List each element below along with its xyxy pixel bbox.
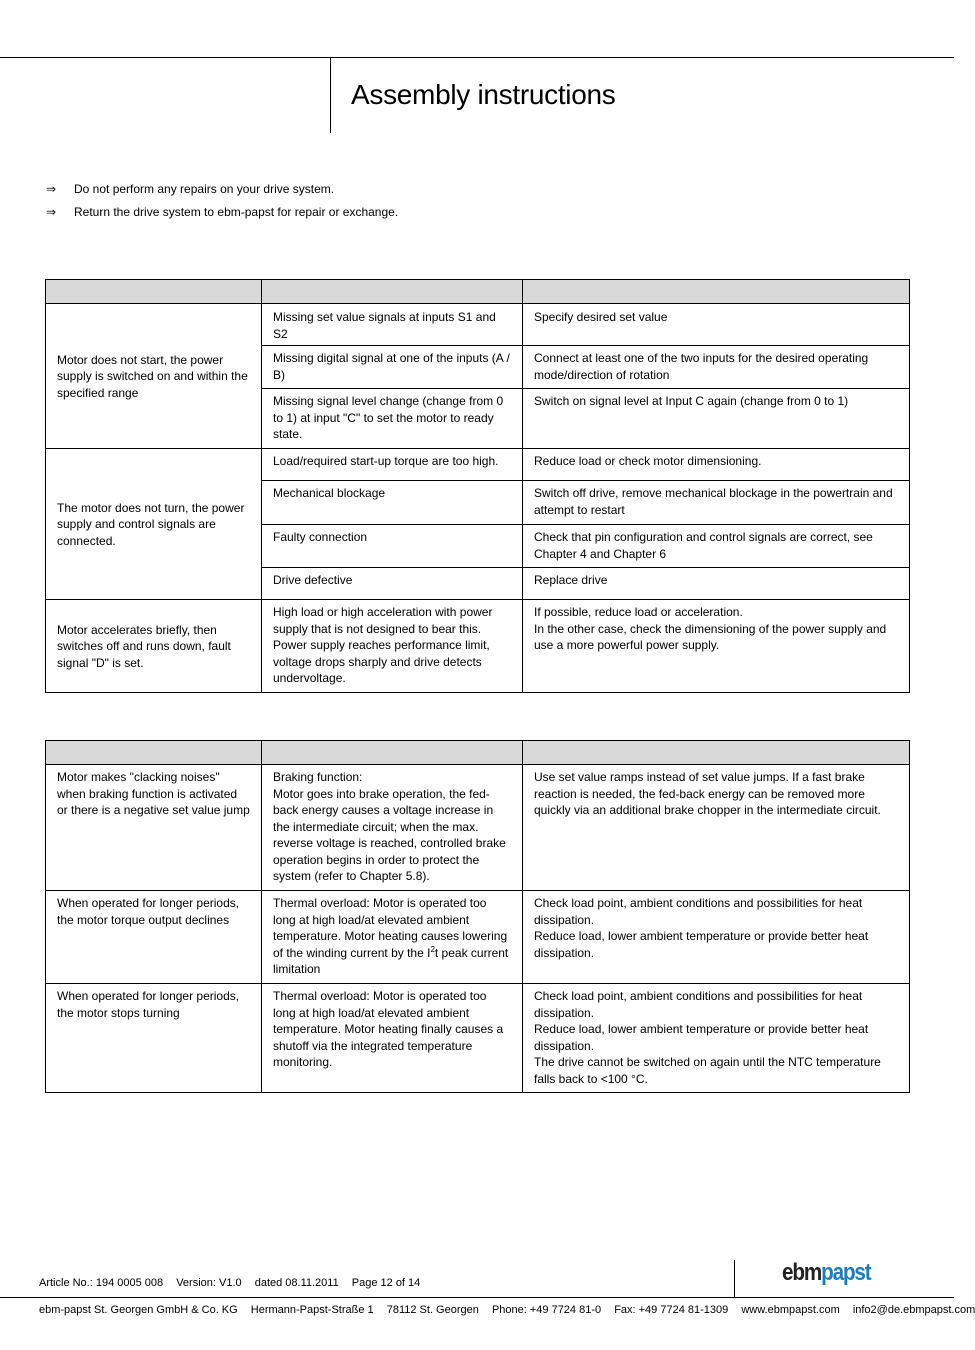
header-cell (46, 741, 262, 765)
article-number: Article No.: 194 0005 008 (39, 1277, 164, 1289)
cause-text: Thermal overload: Motor is operated too long at high load/at elevated ambient temperature. Motor heating causes lowering of the winding current by the I (273, 896, 508, 960)
city: 78112 St. Georgen (386, 1304, 479, 1316)
table-row (46, 304, 910, 346)
cause-cell: Missing digital signal at one of the inputs (A / B) (262, 346, 523, 389)
phone: Phone: +49 7724 81-0 (491, 1304, 602, 1316)
problem-cell: The motor does not turn, the power supply and control signals are connected. (46, 449, 262, 600)
cause-cell: Missing set value signals at inputs S1 and S2 (262, 304, 523, 346)
header-cell (523, 741, 910, 765)
table-row (46, 765, 910, 891)
cause-cell: Thermal overload: Motor is operated too long at high load/at elevated ambient temperature. Motor heating finally causes a shutoff via the integrated temperature monitoring. (262, 984, 523, 1093)
problem-cell: When operated for longer periods, the motor stops turning (46, 984, 262, 1093)
header-cell (523, 280, 910, 304)
version: Version: V1.0 (176, 1277, 242, 1289)
remedy-cell: Switch off drive, remove mechanical blockage in the powertrain and attempt to restart (523, 481, 910, 525)
header-cell (262, 741, 523, 765)
website-link[interactable]: www.ebmpapst.com (741, 1304, 840, 1316)
table-header-row (46, 280, 910, 304)
cause-cell: Mechanical blockage (262, 481, 523, 525)
header-divider (330, 57, 331, 133)
arrow-right-icon: ⇒ (46, 182, 57, 196)
remedy-cell: If possible, reduce load or acceleration. In the other case, check the dimensioning of the power supply and use a more powerful power supply. (523, 600, 910, 693)
page-number: Page 12 of 14 (351, 1277, 421, 1289)
problem-cell: Motor does not start, the power supply is switched on and within the specified range (46, 304, 262, 449)
problem-cell: Motor accelerates briefly, then switches off and runs down, fault signal "D" is set. (46, 600, 262, 693)
remedy-cell: Connect at least one of the two inputs for the desired operating mode/direction of rotation (523, 346, 910, 389)
problem-cell: When operated for longer periods, the motor torque output declines (46, 891, 262, 984)
table-header-row (46, 741, 910, 765)
cause-cell (262, 891, 523, 984)
remedy-cell: Check load point, ambient conditions and possibilities for heat dissipation. Reduce load, lower ambient temperature or provide better heat dissipation. (523, 891, 910, 984)
cause-superscript: 2 (430, 944, 435, 954)
intro-item-text: Do not perform any repairs on your drive system. (74, 182, 335, 196)
footer-rule (0, 1297, 954, 1298)
cause-cell: Load/required start-up torque are too high. (262, 449, 523, 481)
page-title: Assembly instructions (351, 79, 616, 110)
remedy-cell: Reduce load or check motor dimensioning. (523, 449, 910, 481)
cause-cell: High load or high acceleration with power supply that is not designed to bear this. Power supply reaches performance limit, voltage drops sharply and drive detects undervoltage. (262, 600, 523, 693)
cause-cell: Faulty connection (262, 525, 523, 568)
intro-item-text: Return the drive system to ebm-papst for repair or exchange. (74, 204, 399, 219)
header-cell (262, 280, 523, 304)
fault-table-1 (45, 279, 910, 693)
cause-cell: Drive defective (262, 568, 523, 600)
remedy-cell: Replace drive (523, 568, 910, 600)
logo-text-papst: papst (821, 1259, 871, 1286)
remedy-cell: Check load point, ambient conditions and possibilities for heat dissipation. Reduce load, lower ambient temperature or provide better heat dissipation. The drive cannot be switched on again until the NTC temperature falls back to <100 °C. (523, 984, 910, 1093)
fax: Fax: +49 7724 81-1309 (614, 1304, 729, 1316)
street: Hermann-Papst-Straße 1 (250, 1304, 374, 1316)
cause-text: t peak current limitation (273, 945, 509, 976)
remedy-cell: Check that pin configuration and control signals are correct, see Chapter 4 and Chapter 6 (523, 525, 910, 568)
remedy-cell: Switch on signal level at Input C again (change from 0 to 1) (523, 389, 910, 449)
remedy-cell: Specify desired set value (523, 304, 910, 346)
header-cell (46, 280, 262, 304)
arrow-right-icon: ⇒ (46, 204, 57, 219)
header-rule (0, 57, 954, 58)
article-info (39, 1277, 430, 1289)
company-name: ebm-papst St. Georgen GmbH & Co. KG (39, 1304, 238, 1316)
table-row (46, 600, 910, 693)
table-row (46, 984, 910, 1093)
remedy-cell: Use set value ramps instead of set value jumps. If a fast brake reaction is needed, the fed-back energy can be removed more quickly via an additional brake chopper in the intermediate circuit. (523, 765, 910, 891)
logo-text-ebm: ebm (782, 1259, 822, 1286)
table-row (46, 891, 910, 984)
footer-divider (734, 1260, 735, 1297)
ebmpapst-logo (782, 1258, 871, 1288)
cause-cell: Missing signal level change (change from 0 to 1) at input "C" to set the motor to ready state. (262, 389, 523, 449)
date: dated 08.11.2011 (254, 1277, 339, 1289)
table-row (46, 449, 910, 481)
company-address (39, 1304, 975, 1316)
fault-table-2 (45, 740, 910, 1093)
problem-cell: Motor makes "clacking noises" when braking function is activated or there is a negative set value jump (46, 765, 262, 891)
email-link[interactable]: info2@de.ebmpapst.com (852, 1304, 975, 1316)
cause-cell: Braking function: Motor goes into brake operation, the fed-back energy causes a voltage increase in the intermediate circuit; when the max. reverse voltage is reached, controlled brake operation begins in order to protect the system (refer to Chapter 5.8). (262, 765, 523, 891)
